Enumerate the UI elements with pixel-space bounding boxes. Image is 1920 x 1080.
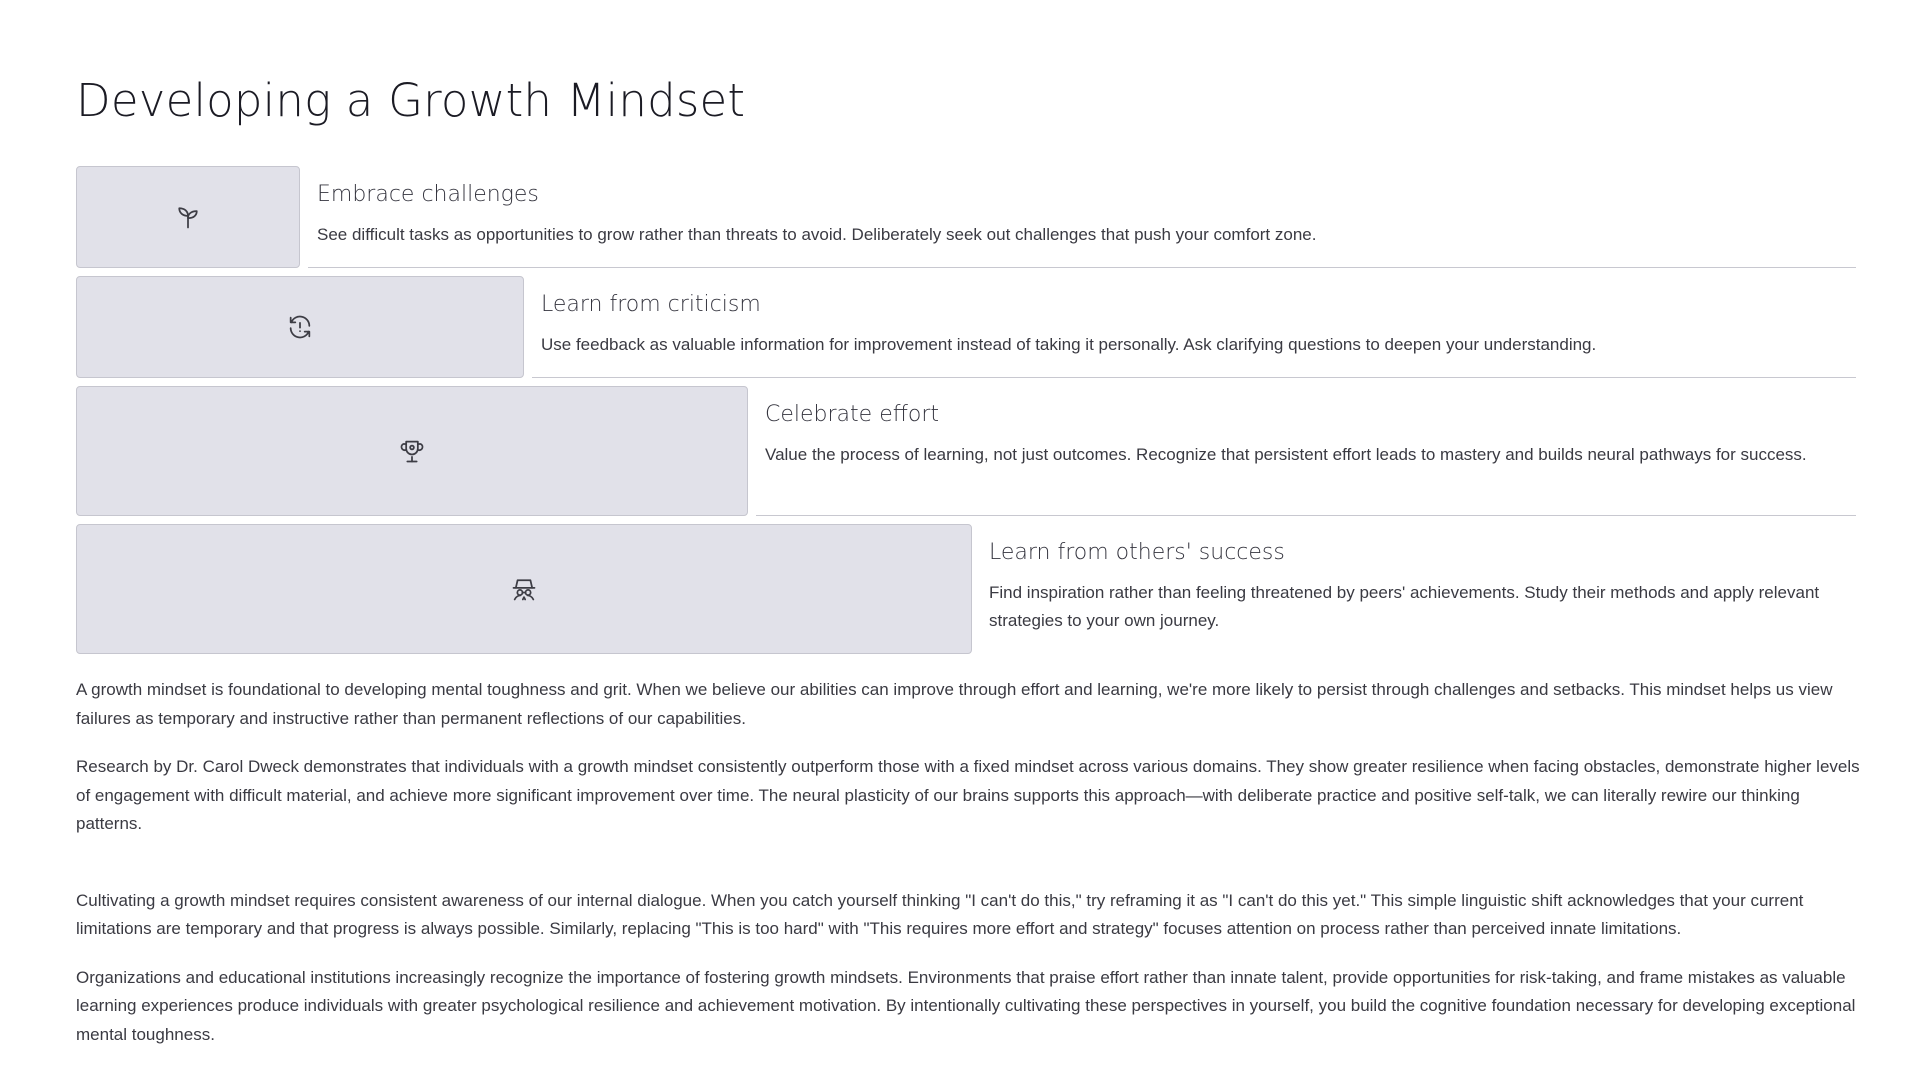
step-text: Use feedback as valuable information for improvement instead of taking it personally. Ask clarifying questions to deepen your understanding. bbox=[541, 335, 1597, 354]
step-visual bbox=[76, 524, 972, 654]
step-text: See difficult tasks as opportunities to grow rather than threats to avoid. Deliberately seek out challenges that push your comfort zone. bbox=[317, 225, 1317, 244]
step-text: Find inspiration rather than feeling threatened by peers' achievements. Study their methods and apply relevant strategies to your own journey. bbox=[989, 583, 1820, 630]
step-visual bbox=[76, 386, 748, 516]
step-text: Value the process of learning, not just outcomes. Recognize that persistent effort leads to mastery and builds neural pathways for success. bbox=[765, 445, 1807, 464]
step-learn-from-criticism bbox=[76, 276, 1856, 378]
step-body bbox=[972, 524, 1856, 654]
paragraph: Organizations and educational institutions increasingly recognize the importance of fostering growth mindsets. Environments that praise effort rather than innate talent, provide opportunities for risk-taking, and frame mistakes as valuable learning experiences produce individuals with greater psychological resilience and achievement motivation. By intentionally cultivating these perspectives in yourself, you build the cognitive foundation necessary for developing exceptional mental toughness. bbox=[76, 967, 1856, 1044]
page-title: Developing a Growth Mindset bbox=[76, 74, 746, 127]
step-title: Learn from criticism bbox=[541, 292, 761, 317]
step-body bbox=[524, 276, 1856, 378]
step-visual bbox=[76, 166, 300, 268]
step-title: Embrace challenges bbox=[317, 182, 539, 207]
paragraph: A growth mindset is foundational to developing mental toughness and grit. When we believe our abilities can improve through effort and learning, we're more likely to persist through challenges and setbacks. This mindset helps us view failures as temporary and instructive rather than permanent reflections of our capabilities. bbox=[76, 680, 1833, 728]
step-title: Learn from others' success bbox=[989, 540, 1285, 565]
trophy-icon bbox=[398, 437, 426, 465]
steps-list bbox=[76, 166, 1856, 662]
spy-icon bbox=[510, 575, 538, 603]
paragraph: Cultivating a growth mindset requires consistent awareness of our internal dialogue. When you catch yourself thinking "I can't do this," try reframing it as "I can't do this yet." This simple linguistic shift acknowledges that your current limitations are temporary and that progress is always possible. Similarly, replacing "This is too hard" with "This requires more effort and strategy" focuses attention on process rather than perceived innate limitations. bbox=[76, 890, 1804, 938]
page bbox=[76, 0, 1860, 1080]
step-body bbox=[748, 386, 1856, 516]
step-embrace-challenges bbox=[76, 166, 1856, 268]
step-visual bbox=[76, 276, 524, 378]
step-celebrate-effort bbox=[76, 386, 1856, 516]
body-text bbox=[76, 676, 1866, 1049]
sprout-icon bbox=[174, 203, 202, 231]
step-title: Celebrate effort bbox=[765, 402, 940, 427]
step-learn-from-others-success bbox=[76, 524, 1856, 654]
refresh-alert-icon bbox=[286, 313, 314, 341]
step-body bbox=[300, 166, 1856, 268]
paragraph: Research by Dr. Carol Dweck demonstrates that individuals with a growth mindset consistently outperform those with a fixed mindset across various domains. They show greater resilience when facing obstacles, demonstrate higher levels of engagement with difficult material, and achieve more significant improvement over time. The neural plasticity of our brains supports this approach—with deliberate practice and positive self-talk, we can literally rewire our thinking patterns. bbox=[76, 757, 1860, 833]
